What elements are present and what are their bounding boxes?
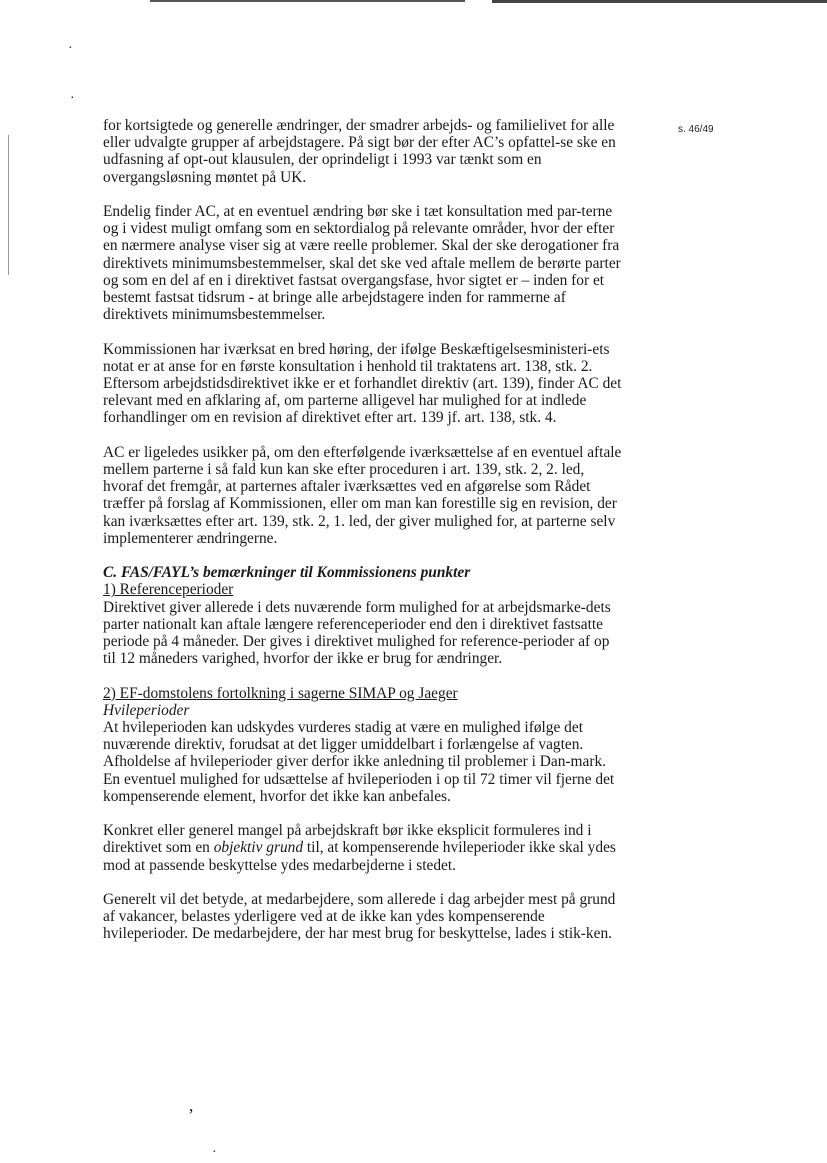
konkret-text-after: til, at kompenserende hvileperioder ikke skal ydes mod at passende beskyttelse ydes medarbejderne i stedet. [103, 839, 616, 874]
paragraph-opt-out: for kortsigtede og generelle ændringer, der smadrer arbejds- og familielivet for alle eller udvalgte grupper af arbejdstagere. På sigt bør der efter AC’s opfattel-se ske en udfasning af opt-out klausulen, der oprindeligt i 1993 var tænkt som en overgangsløsning møntet på UK. [103, 117, 616, 186]
paragraph-konkret [103, 822, 625, 874]
scan-speck-3: ʼ [188, 1105, 194, 1125]
scan-speck-2: · [70, 91, 75, 106]
subheading-hvileperioder: Hvileperioder [103, 701, 190, 719]
objektiv-grund-term: objektiv grund [213, 839, 304, 857]
konkret-text-before: Konkret eller generel mangel på arbejdskraft bør ikke eksplicit formuleres ind i direktivet som en [103, 822, 592, 857]
scan-edge-top-left [150, 0, 465, 2]
page-number: s. 46/49 [678, 124, 714, 135]
subheading-referenceperioder: 1) Referenceperioder [103, 581, 234, 599]
paragraph-hoering: Kommissionen har iværksat en bred høring, der ifølge Beskæftigelsesministeri-ets notat er at anse for en første konsultation i henhold til traktatens art. 138, stk. 2. Eftersom arbejdstidsdirektivet ikke er et forhandlet direktiv (art. 139), finder AC det relevant med en afklaring af, om parterne alligevel har mulighed for at indlede forhandlinger om en revision af direktivet efter art. 139 jf. art. 138, stk. 4. [103, 340, 622, 427]
scan-speck-1: · [68, 41, 73, 56]
paragraph-iværksættelse: AC er ligeledes usikker på, om den efterfølgende iværksættelse af en eventuel aftale mellem parterne i så fald kun kan ske efter proceduren i art. 139, stk. 2, 2. led, hvoraf det fremgår, at parternes aftaler iværksættes ved en afgørelse som Rådet træffer på forslag af Kommissionen, eller om man kan forestille sig en revision, der kan iværksættes efter art. 139, stk. 2, 1. led, der giver mulighed for, at parterne selv implementerer ændringerne. [103, 443, 622, 547]
scan-speck-4: · [212, 1145, 217, 1160]
paragraph-konsultation: Endelig finder AC, at en eventuel ændring bør ske i tæt konsultation med par-terne og i videst muligt omfang som en sektordialog på relevante områder, hvor der efter en nærmere analyse viser sig at være reelle problemer. Skal der ske derogationer fra direktivets minimumsbestemmelser, skal det ske ved aftale mellem de berørte parter og som en del af en i direktivet fastsat overgangsfase, hvor sigtet er – inden for et bestemt fastsat tidsrum - at bringe alle arbejdstagere inden for rammerne af direktivets minimumsbestemmelser. [103, 203, 621, 324]
section-heading-c: C. FAS/FAYL’s bemærkninger til Kommissionens punkter [103, 564, 471, 582]
scan-edge-top-right [492, 0, 827, 3]
paragraph-referenceperioder: Direktivet giver allerede i dets nuværende form mulighed for at arbejdsmarke-dets parter nationalt kan aftale længere referenceperioder end den i direktivet fastsatte periode på 4 måneder. Der gives i direktivet mulighed for reference-perioder af op til 12 måneders varighed, hvorfor der ikke er brug for ændringer. [103, 598, 611, 668]
document-body [103, 117, 625, 960]
paragraph-generelt: Generelt vil det betyde, at medarbejdere, som allerede i dag arbejder mest på grund af vakancer, belastes yderligere ved at de ikke kan ydes kompenserende hvileperioder. De medarbejdere, der har mest brug for beskyttelse, lades i stik-ken. [103, 891, 616, 943]
paragraph-hvileperioder: At hvileperioden kan udskydes vurderes stadig at være en mulighed ifølge det nuværende direktiv, forudsat at det ligger umiddelbart i forlængelse af vagten. Afholdelse af hvileperioder giver derfor ikke anledning til problemer i Dan-mark. En eventuel mulighed for udsættelse af hvileperioden i op til 72 timer vil fjerne det kompenserende element, hvorfor det ikke kan anbefales. [103, 719, 615, 805]
scan-edge-left [8, 135, 9, 275]
subheading-ef-domstolen: 2) EF-domstolens fortolkning i sagerne SIMAP og Jaeger [103, 684, 458, 702]
